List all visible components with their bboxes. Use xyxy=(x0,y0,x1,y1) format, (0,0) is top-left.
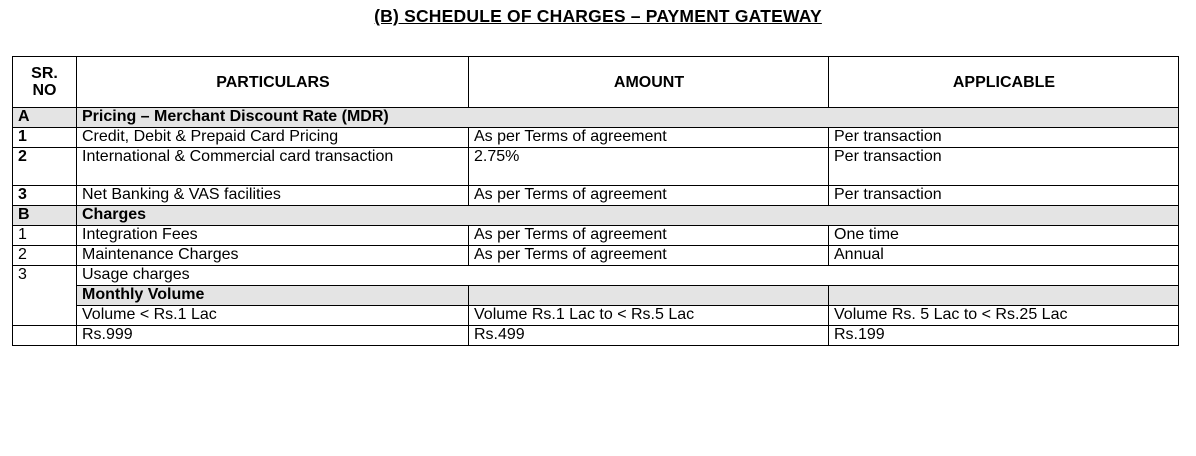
row-applicable: Per transaction xyxy=(829,128,1179,148)
volume-tier: Volume Rs.1 Lac to < Rs.5 Lac xyxy=(469,306,829,326)
tier-price: Rs.199 xyxy=(829,326,1179,346)
row-number: 3 xyxy=(13,186,77,206)
row-applicable: Annual xyxy=(829,246,1179,266)
row-particulars: Credit, Debit & Prepaid Card Pricing xyxy=(77,128,469,148)
row-particulars: International & Commercial card transaction xyxy=(77,148,469,186)
row-particulars: Maintenance Charges xyxy=(77,246,469,266)
tier-price: Rs.499 xyxy=(469,326,829,346)
table-header-row xyxy=(13,57,1179,108)
row-amount: As per Terms of agreement xyxy=(469,246,829,266)
volume-tier-row xyxy=(13,306,1179,326)
row-applicable: Per transaction xyxy=(829,148,1179,186)
monthly-volume-blank xyxy=(469,286,829,306)
monthly-volume-row xyxy=(13,286,1179,306)
row-applicable: Per transaction xyxy=(829,186,1179,206)
table-row xyxy=(13,128,1179,148)
table-row xyxy=(13,246,1179,266)
price-row xyxy=(13,326,1179,346)
row-number: 3 xyxy=(13,266,77,326)
section-title: Charges xyxy=(77,206,1179,226)
header-amount: AMOUNT xyxy=(469,57,829,108)
row-particulars: Net Banking & VAS facilities xyxy=(77,186,469,206)
section-code: B xyxy=(13,206,77,226)
header-applicable: APPLICABLE xyxy=(829,57,1179,108)
monthly-volume-header: Monthly Volume xyxy=(77,286,469,306)
row-amount: As per Terms of agreement xyxy=(469,186,829,206)
usage-charges-row xyxy=(13,266,1179,286)
row-number: 2 xyxy=(13,246,77,266)
row-number: 1 xyxy=(13,128,77,148)
row-number: 1 xyxy=(13,226,77,246)
usage-charges-label: Usage charges xyxy=(77,266,1179,286)
header-sr-no: SR. NO xyxy=(13,57,77,108)
table-row xyxy=(13,186,1179,206)
schedule-of-charges-table xyxy=(12,56,1179,346)
table-row xyxy=(13,226,1179,246)
volume-tier: Volume < Rs.1 Lac xyxy=(77,306,469,326)
monthly-volume-blank xyxy=(829,286,1179,306)
row-amount: 2.75% xyxy=(469,148,829,186)
section-a-row xyxy=(13,108,1179,128)
section-b-row xyxy=(13,206,1179,226)
row-number: 2 xyxy=(13,148,77,186)
table-row xyxy=(13,148,1179,186)
section-code: A xyxy=(13,108,77,128)
row-amount: As per Terms of agreement xyxy=(469,128,829,148)
price-blank xyxy=(13,326,77,346)
header-particulars: PARTICULARS xyxy=(77,57,469,108)
volume-tier: Volume Rs. 5 Lac to < Rs.25 Lac xyxy=(829,306,1179,326)
document-title: (B) SCHEDULE OF CHARGES – PAYMENT GATEWAY xyxy=(374,6,822,26)
tier-price: Rs.999 xyxy=(77,326,469,346)
row-amount: As per Terms of agreement xyxy=(469,226,829,246)
row-applicable: One time xyxy=(829,226,1179,246)
row-particulars: Integration Fees xyxy=(77,226,469,246)
section-title: Pricing – Merchant Discount Rate (MDR) xyxy=(77,108,1179,128)
